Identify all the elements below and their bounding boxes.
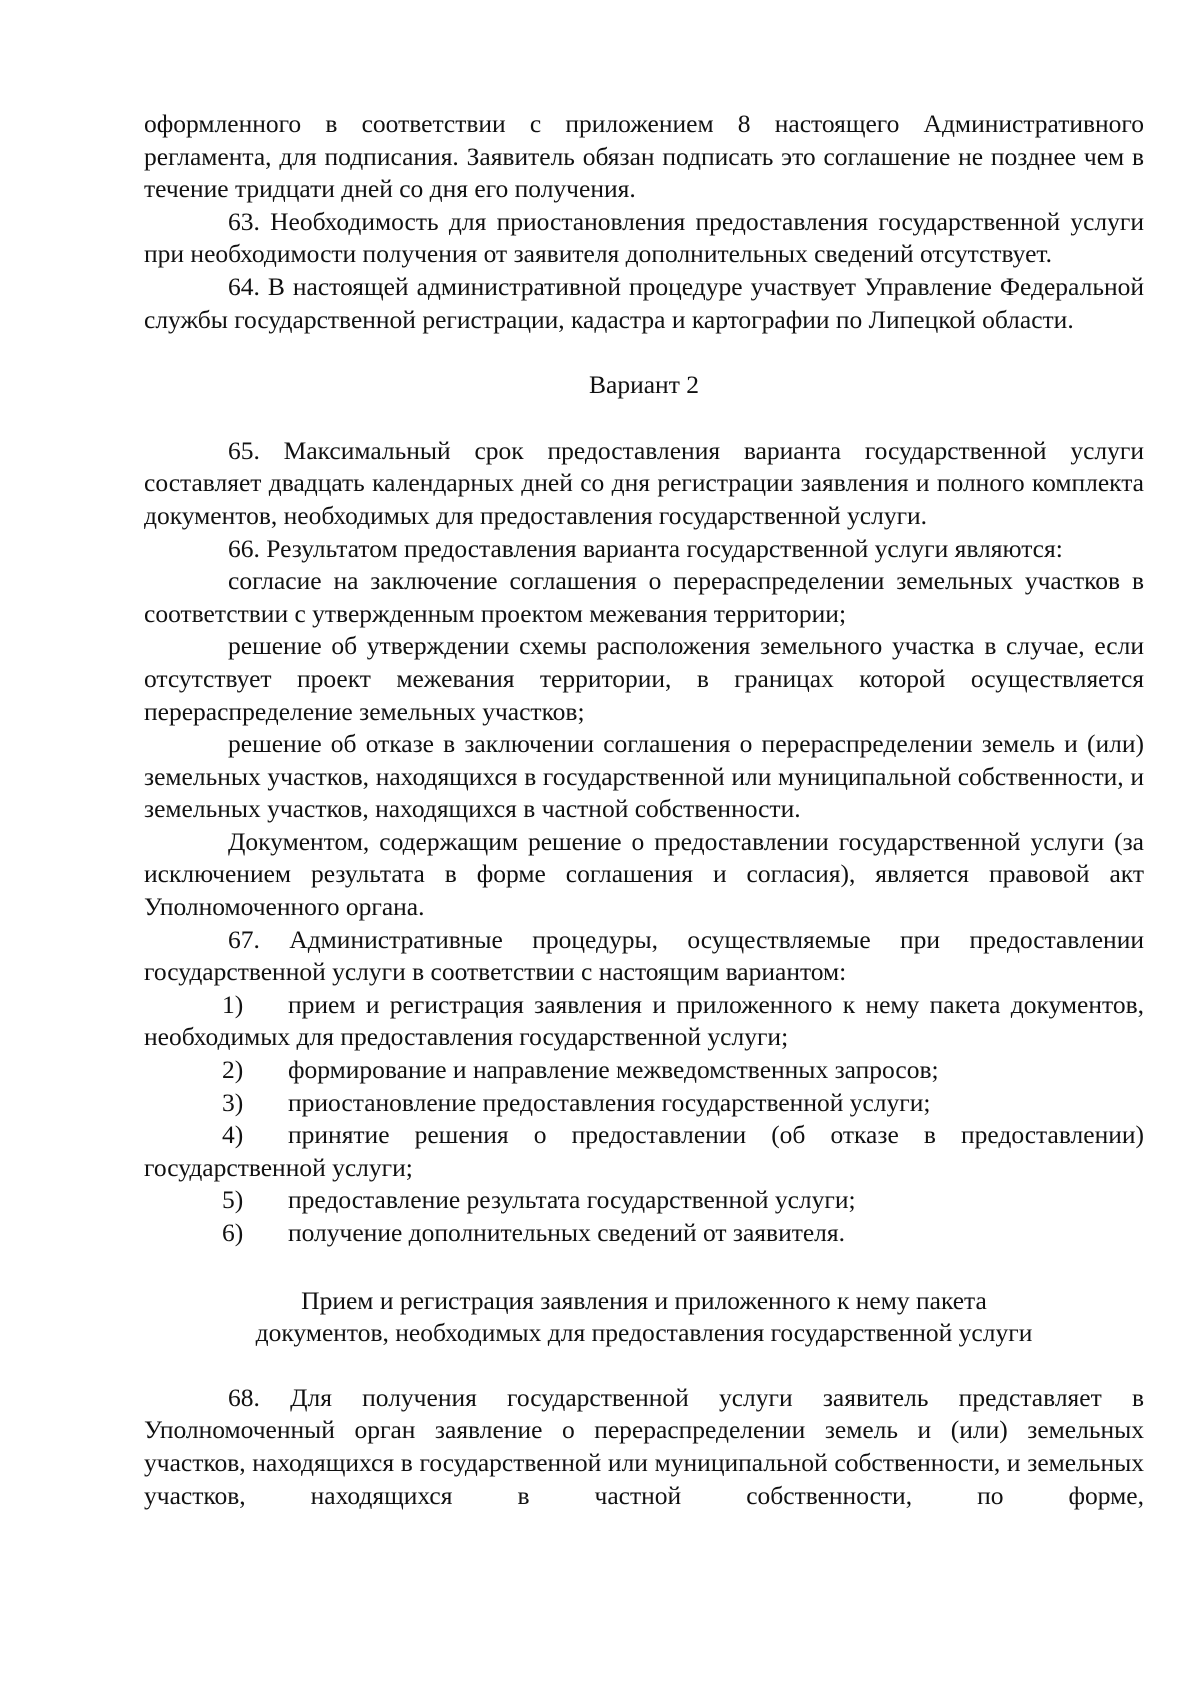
variant-heading: Вариант 2	[589, 370, 699, 400]
paragraph-64: 64. В настоящей административной процедуре участвует Управление Федеральной службы государственной регистрации, кадастра и картографии по Липецкой области.	[144, 271, 1144, 334]
paragraph-66: 66. Результатом предоставления варианта государственной услуги являются:	[228, 533, 1063, 563]
list-item-number: 4)	[222, 1120, 244, 1150]
list-item-text: предоставление результата государственной услуги;	[288, 1185, 856, 1215]
list-item-number: 3)	[222, 1087, 244, 1117]
paragraph-result-refusal: решение об отказе в заключении соглашения о перераспределении земель и (или) земельных участков, находящихся в государственной или муниципальной собственности, и земельных участков, находящихся в частной собственности.	[144, 729, 1144, 824]
document-page	[144, 108, 1144, 1512]
paragraph-result-scheme: решение об утверждении схемы расположения земельного участка в случае, если отсутствует проект межевания территории, в границах которой осуществляется перераспределение земельных участков;	[144, 631, 1144, 726]
list-item-text: приостановление предоставления государственной услуги;	[288, 1087, 931, 1117]
paragraph-67: 67. Административные процедуры, осуществляемые при предоставлении государственной услуги в соответствии с настоящим вариантом:	[144, 924, 1144, 987]
paragraph-result-consent: согласие на заключение соглашения о перераспределении земельных участков в соответствии с утвержденным проектом межевания территории;	[144, 566, 1144, 628]
section-heading-line-2: документов, необходимых для предоставления государственной услуги	[255, 1318, 1033, 1348]
list-item-number: 5)	[222, 1185, 244, 1215]
paragraph-result-document: Документом, содержащим решение о предоставлении государственной услуги (за исключением результата в форме соглашения и согласия), является правовой акт Уполномоченного органа.	[144, 826, 1144, 922]
list-item-text: формирование и направление межведомственных запросов;	[288, 1055, 939, 1085]
list-item	[144, 989, 1144, 1054]
list-item-number: 6)	[222, 1218, 244, 1247]
list-item-number: 2)	[222, 1055, 244, 1085]
section-heading	[144, 1285, 1144, 1350]
section-heading-line-1: Прием и регистрация заявления и приложенного к нему пакета	[301, 1285, 987, 1315]
procedures-list	[144, 989, 1144, 1250]
paragraph-65: 65. Максимальный срок предоставления варианта государственной услуги составляет двадцать календарных дней со дня регистрации заявления и полного комплекта документов, необходимых для предоставления государственной услуги.	[144, 435, 1144, 530]
list-item	[144, 1184, 1144, 1217]
list-item-number: 1)	[222, 989, 244, 1019]
list-item	[144, 1054, 1144, 1087]
list-item	[144, 1087, 1144, 1120]
list-item	[144, 1217, 1144, 1250]
list-item-text: принятие решения о предоставлении (об отказе в предоставлении) государственной услуги;	[144, 1120, 1144, 1182]
paragraph-63: 63. Необходимость для приостановления предоставления государственной услуги при необходимости получения от заявителя дополнительных сведений отсутствует.	[144, 206, 1144, 269]
paragraph-continuation: оформленного в соответствии с приложением 8 настоящего Административного регламента, для подписания. Заявитель обязан подписать это соглашение не позднее чем в течение тридцати дней со дня его получения.	[144, 109, 1144, 204]
list-item	[144, 1119, 1144, 1184]
paragraph-68: 68. Для получения государственной услуги заявитель представляет в Уполномоченный орган заявление о перераспределении земель и (или) земельных участков, находящихся в государственной или муниципальной собственности, и земельных участков, находящихся в частной собственности, по форме,	[144, 1382, 1144, 1510]
list-item-text: получение дополнительных сведений от заявителя.	[288, 1218, 846, 1247]
list-item-text: прием и регистрация заявления и приложенного к нему пакета документов, необходимых для предоставления государственной услуги;	[144, 989, 1144, 1052]
